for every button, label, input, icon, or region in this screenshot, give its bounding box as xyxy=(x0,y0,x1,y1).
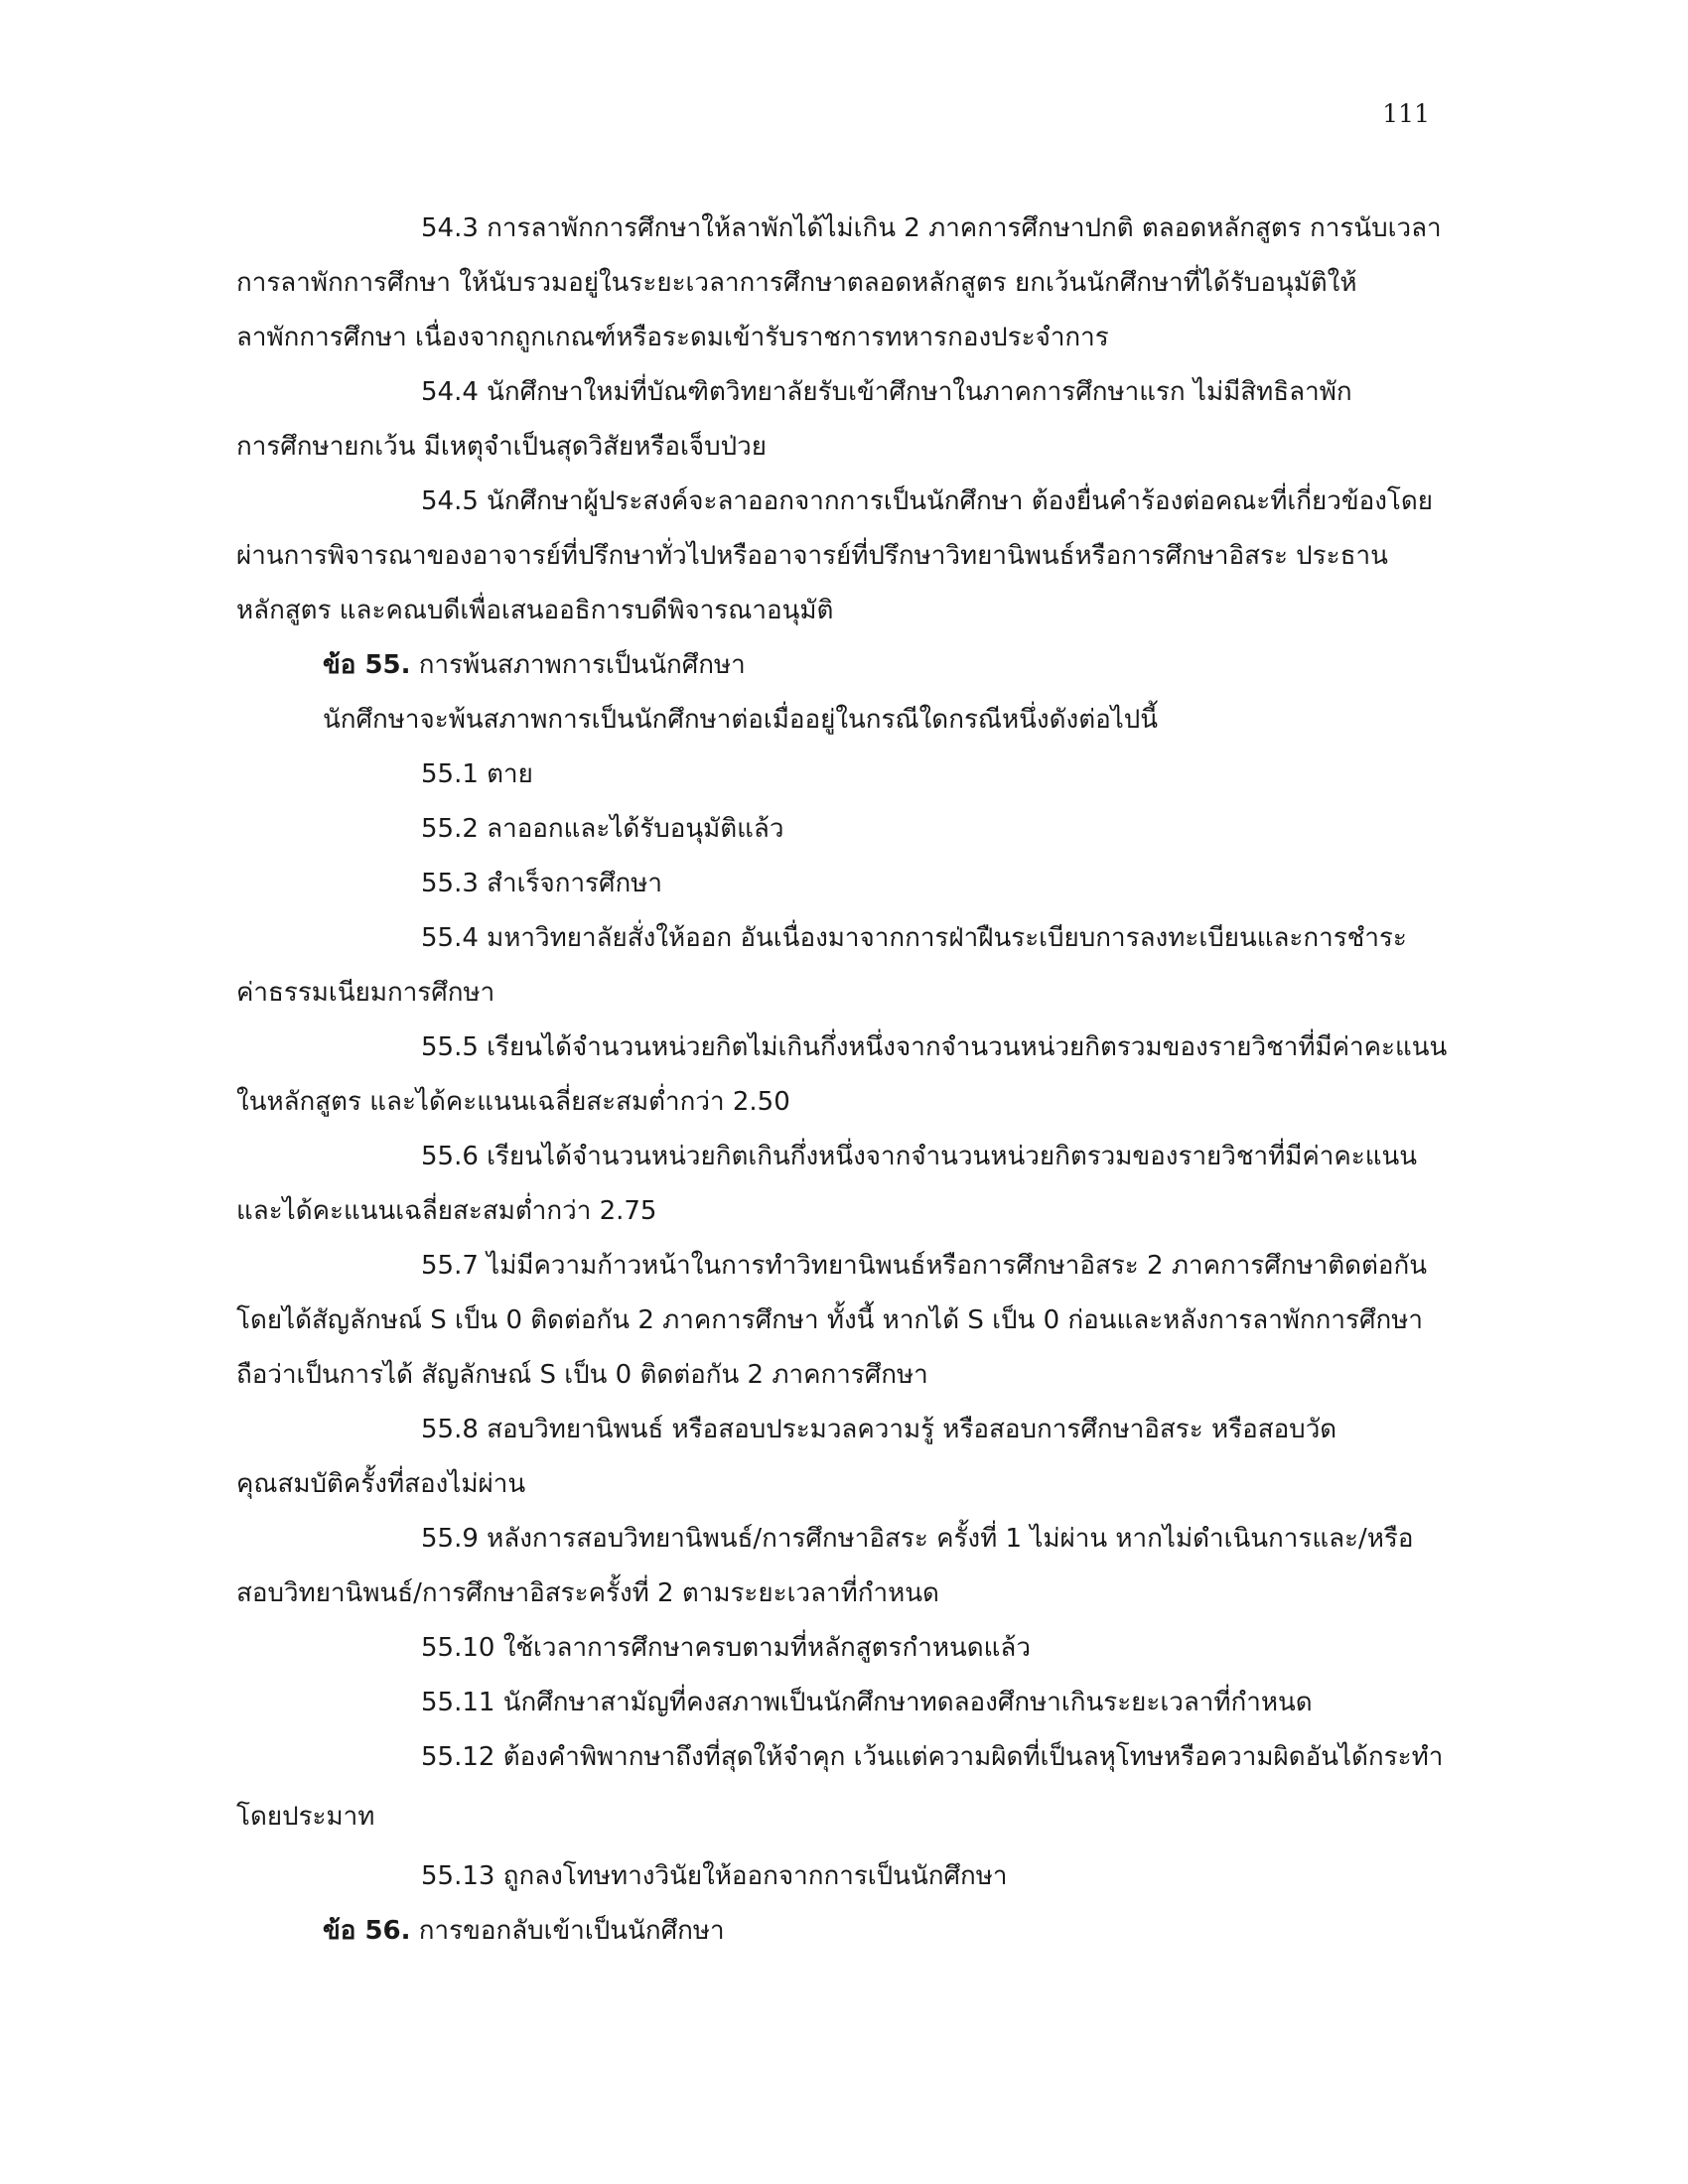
item-55-6-line-1: 55.6 เรียนได้จำนวนหน่วยกิตเกินกึ่งหนึ่งจากจำนวนหน่วยกิตรวมของรายวิชาที่มีค่าคะแนน xyxy=(421,1142,1418,1171)
paragraph-54-5-line-2: ผ่านการพิจารณาของอาจารย์ที่ปรึกษาทั่วไปหรืออาจารย์ที่ปรึกษาวิทยานิพนธ์หรือการศึกษาอิสระ ประธาน xyxy=(236,541,1388,571)
item-55-9-line-2: สอบวิทยานิพนธ์/การศึกษาอิสระครั้งที่ 2 ตามระยะเวลาที่กำหนด xyxy=(236,1578,939,1608)
section-56-heading xyxy=(323,1913,725,1949)
paragraph-54-3-line-3: ลาพักการศึกษา เนื่องจากถูกเกณฑ์หรือระดมเข้ารับราชการทหารกองประจำการ xyxy=(236,323,1109,352)
section-56-title: การขอกลับเข้าเป็นนักศึกษา xyxy=(418,1916,725,1946)
item-55-6-line-2: และได้คะแนนเฉลี่ยสะสมต่ำกว่า 2.75 xyxy=(236,1196,657,1226)
section-55-intro: นักศึกษาจะพ้นสภาพการเป็นนักศึกษาต่อเมื่ออยู่ในกรณีใดกรณีหนึ่งดังต่อไปนี้ xyxy=(323,705,1159,735)
page-number: 111 xyxy=(1382,99,1430,128)
item-55-13: 55.13 ถูกลงโทษทางวินัยให้ออกจากการเป็นนักศึกษา xyxy=(421,1861,1008,1891)
paragraph-54-5-line-3: หลักสูตร และคณบดีเพื่อเสนออธิการบดีพิจารณาอนุมัติ xyxy=(236,596,834,625)
item-55-7-line-1: 55.7 ไม่มีความก้าวหน้าในการทำวิทยานิพนธ์หรือการศึกษาอิสระ 2 ภาคการศึกษาติดต่อกัน xyxy=(421,1251,1428,1281)
item-55-1: 55.1 ตาย xyxy=(421,759,533,789)
item-55-5-line-2: ในหลักสูตร และได้คะแนนเฉลี่ยสะสมต่ำกว่า 2.50 xyxy=(236,1087,790,1117)
item-55-5-line-1: 55.5 เรียนได้จำนวนหน่วยกิตไม่เกินกึ่งหนึ่งจากจำนวนหน่วยกิตรวมของรายวิชาที่มีค่าคะแนน xyxy=(421,1032,1448,1062)
item-55-8-line-1: 55.8 สอบวิทยานิพนธ์ หรือสอบประมวลความรู้ หรือสอบการศึกษาอิสระ หรือสอบวัด xyxy=(421,1415,1337,1444)
paragraph-54-4-line-1: 54.4 นักศึกษาใหม่ที่บัณฑิตวิทยาลัยรับเข้าศึกษาในภาคการศึกษาแรก ไม่มีสิทธิลาพัก xyxy=(421,377,1352,407)
item-55-12-line-2: โดยประมาท xyxy=(236,1802,375,1832)
item-55-12-line-1: 55.12 ต้องคำพิพากษาถึงที่สุดให้จำคุก เว้นแต่ความผิดที่เป็นลหุโทษหรือความผิดอันได้กระทำ xyxy=(421,1742,1444,1772)
paragraph-54-4-line-2: การศึกษายกเว้น มีเหตุจำเป็นสุดวิสัยหรือเจ็บป่วย xyxy=(236,432,767,462)
section-55-title: การพ้นสภาพการเป็นนักศึกษา xyxy=(418,650,746,680)
section-55-heading xyxy=(323,647,746,683)
paragraph-54-5-line-1: 54.5 นักศึกษาผู้ประสงค์จะลาออกจากการเป็นนักศึกษา ต้องยื่นคำร้องต่อคณะที่เกี่ยวข้องโดย xyxy=(421,486,1434,516)
item-55-4-line-1: 55.4 มหาวิทยาลัยสั่งให้ออก อันเนื่องมาจากการฝ่าฝืนระเบียบการลงทะเบียนและการชำระ xyxy=(421,923,1407,953)
item-55-10: 55.10 ใช้เวลาการศึกษาครบตามที่หลักสูตรกำหนดแล้ว xyxy=(421,1633,1031,1663)
item-55-4-line-2: ค่าธรรมเนียมการศึกษา xyxy=(236,978,495,1008)
paragraph-54-3-line-2: การลาพักการศึกษา ให้นับรวมอยู่ในระยะเวลาการศึกษาตลอดหลักสูตร ยกเว้นนักศึกษาที่ได้รับอนุมัติให้ xyxy=(236,268,1357,298)
section-56-number: ข้อ 56. xyxy=(323,1916,411,1946)
item-55-8-line-2: คุณสมบัติครั้งที่สองไม่ผ่าน xyxy=(236,1469,526,1499)
item-55-9-line-1: 55.9 หลังการสอบวิทยานิพนธ์/การศึกษาอิสระ ครั้งที่ 1 ไม่ผ่าน หากไม่ดำเนินการและ/หรือ xyxy=(421,1524,1414,1554)
item-55-3: 55.3 สำเร็จการศึกษา xyxy=(421,869,663,898)
item-55-7-line-2: โดยได้สัญลักษณ์ S เป็น 0 ติดต่อกัน 2 ภาคการศึกษา ทั้งนี้ หากได้ S เป็น 0 ก่อนและหลังการลาพักการศึกษา xyxy=(236,1305,1423,1335)
item-55-11: 55.11 นักศึกษาสามัญที่คงสภาพเป็นนักศึกษาทดลองศึกษาเกินระยะเวลาที่กำหนด xyxy=(421,1688,1313,1717)
section-55-number: ข้อ 55. xyxy=(323,650,411,680)
paragraph-54-3-line-1: 54.3 การลาพักการศึกษาให้ลาพักได้ไม่เกิน 2 ภาคการศึกษาปกติ ตลอดหลักสูตร การนับเวลา xyxy=(421,213,1442,243)
item-55-2: 55.2 ลาออกและได้รับอนุมัติแล้ว xyxy=(421,814,784,844)
item-55-7-line-3: ถือว่าเป็นการได้ สัญลักษณ์ S เป็น 0 ติดต่อกัน 2 ภาคการศึกษา xyxy=(236,1360,928,1390)
